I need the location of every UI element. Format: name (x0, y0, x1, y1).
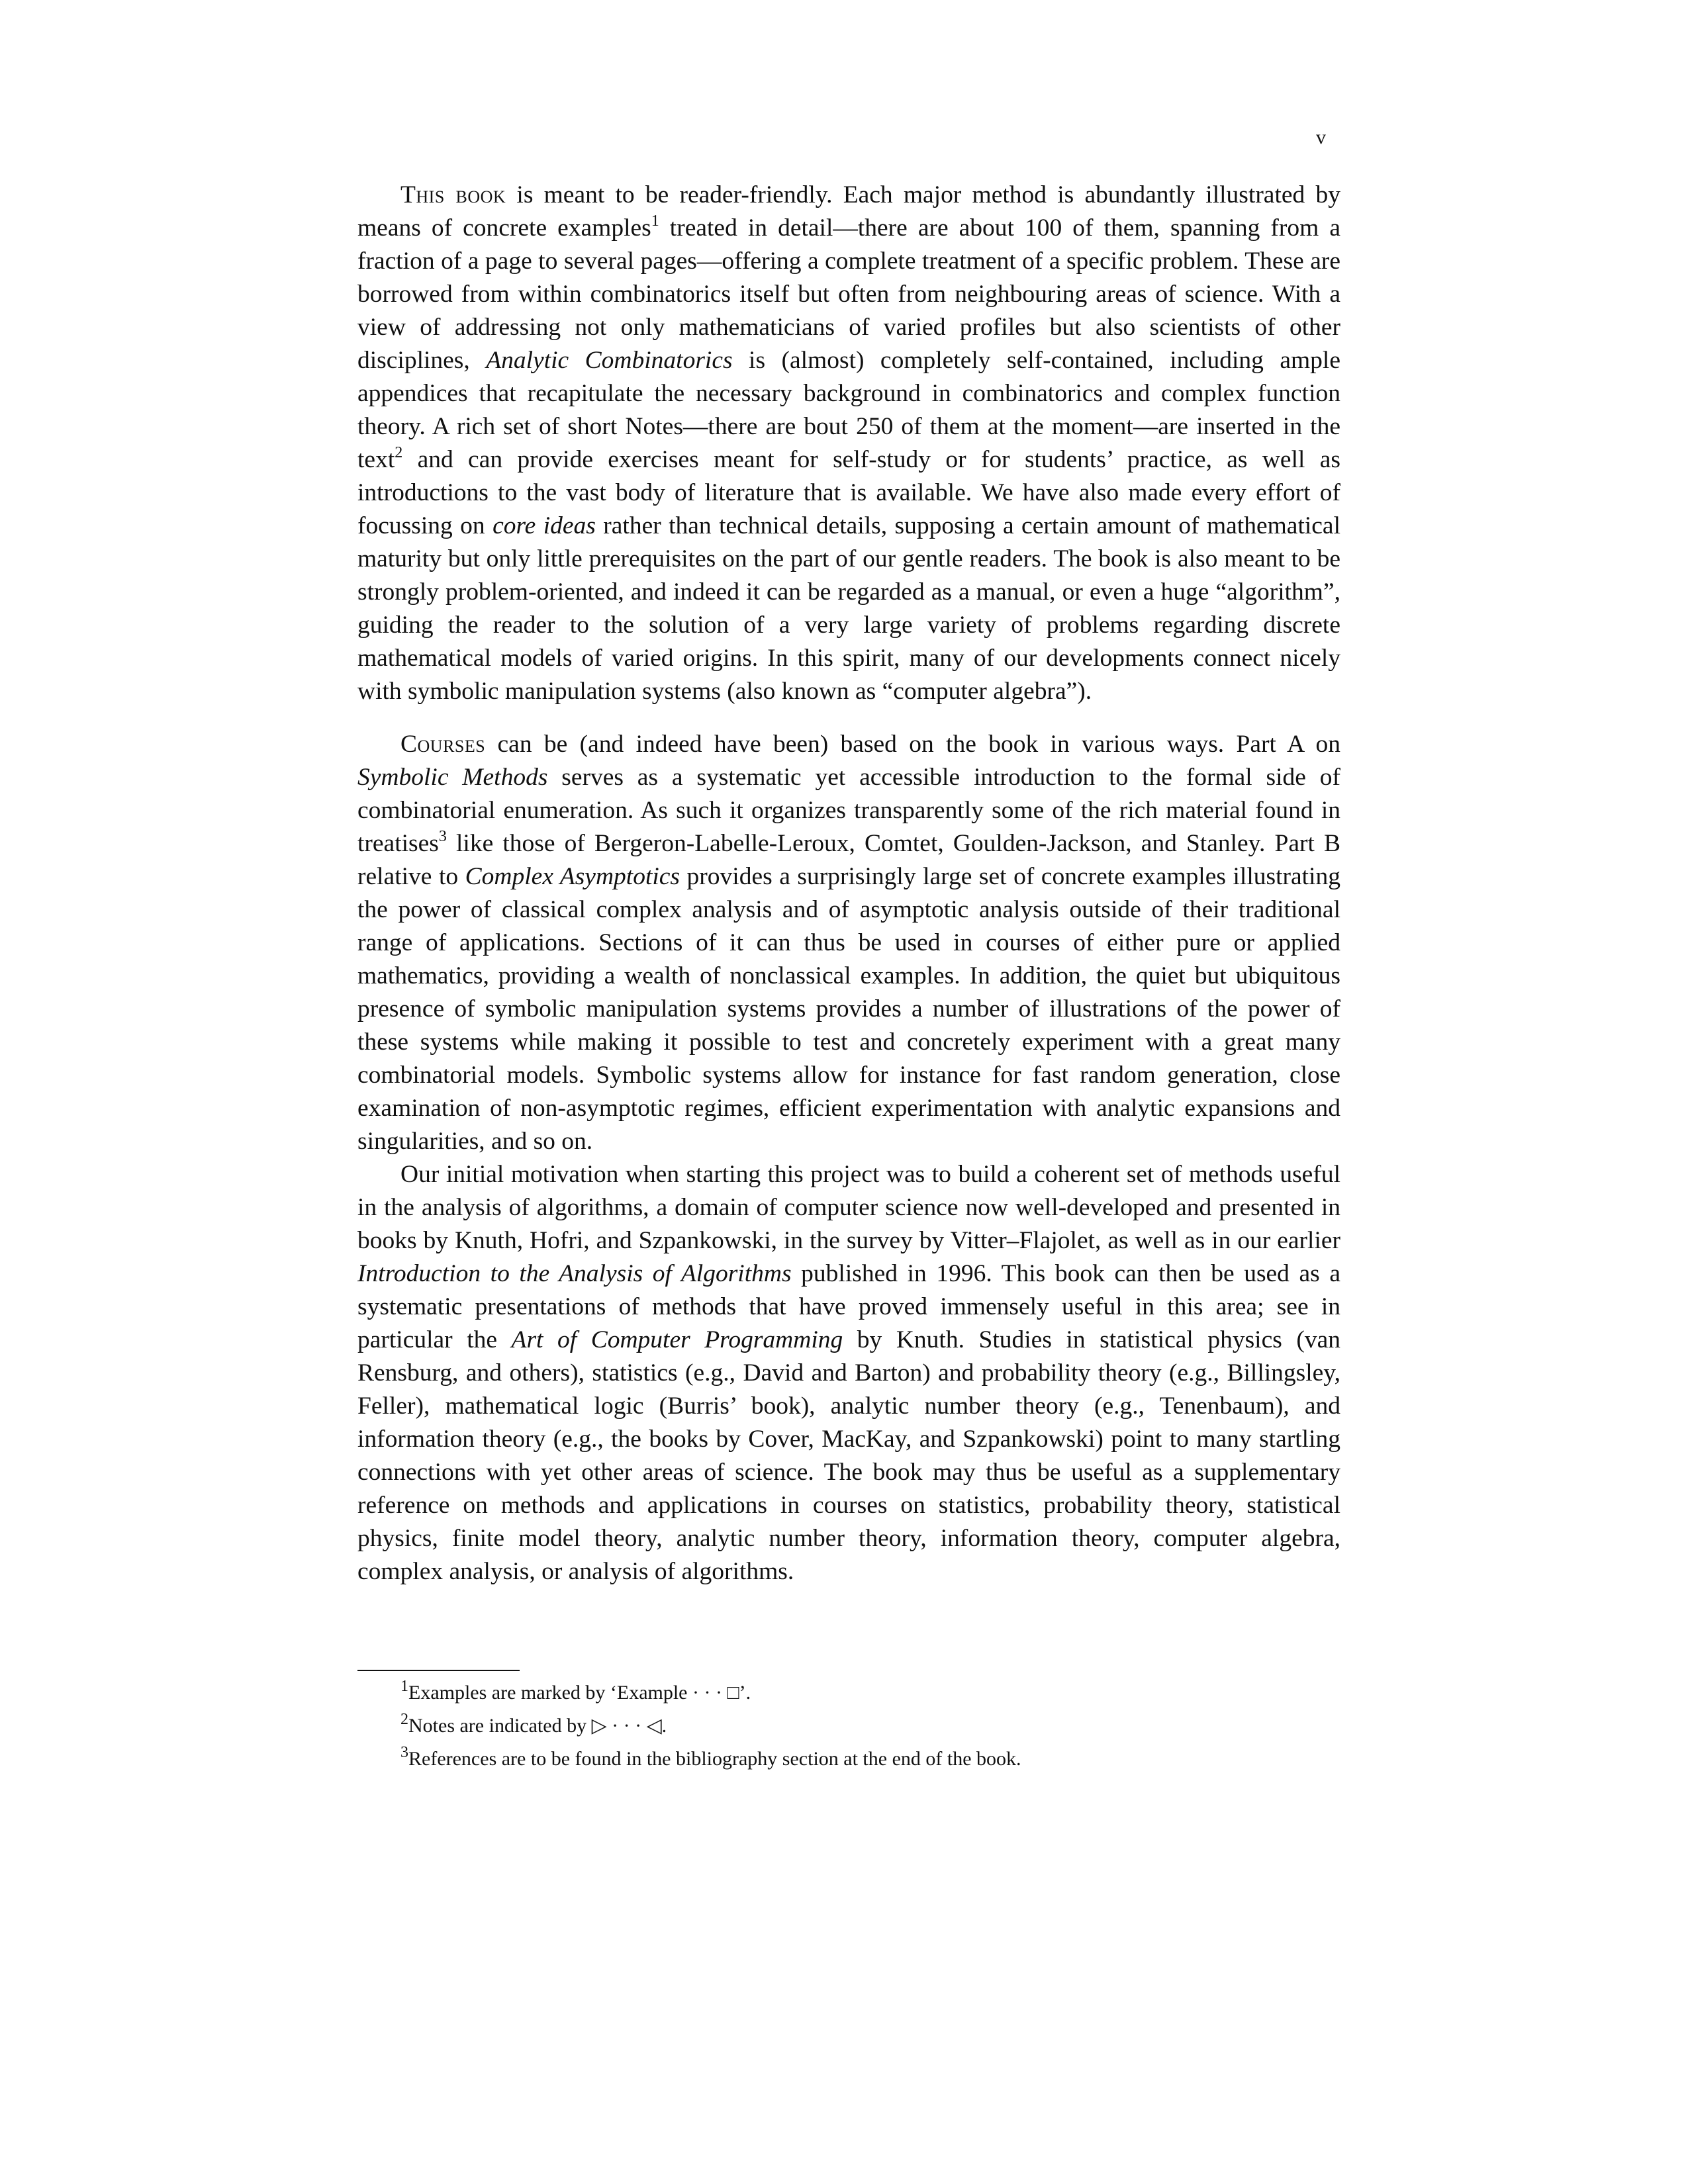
footnotes (357, 1676, 1340, 1776)
footnote-mark: 2 (400, 1711, 408, 1728)
paragraph-courses (357, 728, 1340, 1158)
text-run: is meant to be reader-friendly. Each major method is abundantly illustrated by means of concrete examples (357, 181, 1340, 242)
footnote-ref-3[interactable]: 3 (438, 828, 447, 845)
part-title-emphasis: Complex Asymptotics (465, 863, 680, 890)
footnote-text: References are to be found in the bibliography section at the end of the book. (408, 1748, 1021, 1770)
footnote-mark: 3 (400, 1744, 408, 1761)
text-run: published in 1996. This book can then be used as a systematic presentations of methods that have proved immensely useful in this area; see in particular the (357, 1260, 1340, 1353)
part-title-emphasis: Symbolic Methods (357, 764, 548, 791)
emphasis: core ideas (492, 512, 596, 539)
small-caps-lead: This book (400, 181, 506, 208)
book-title-emphasis: Art of Computer Programming (511, 1326, 843, 1353)
text-run: serves as a systematic yet accessible introduction to the formal side of combinatorial enumeration. As such it organizes transparently some of the rich material found in treatises (357, 764, 1340, 857)
footnote-ref-2[interactable]: 2 (395, 444, 403, 461)
footnote-ref-1[interactable]: 1 (651, 212, 659, 230)
text-run: provides a surprisingly large set of concrete examples illustrating the power of classical complex analysis and of asymptotic analysis outside of their traditional range of applications. Sections of it can thus be used in courses of either pure or applied mathematics, providing a wealth of nonclassical examples. In addition, the quiet but ubiquitous presence of symbolic manipulation systems provides a number of illustrations of the power of these systems while making it possible to test and concretely experiment with a great many combinatorial models. Symbolic systems allow for instance for fast random generation, close examination of non-asymptotic regimes, efficient experimentation with analytic expansions and singularities, and so on. (357, 863, 1340, 1155)
footnote-text: Notes are indicated by ▷ · · · ◁. (408, 1715, 667, 1737)
footnote-mark: 1 (400, 1678, 408, 1695)
text-run: treated in detail—there are about 100 of them, spanning from a fraction of a page to several pages—offering a complete treatment of a specific problem. These are borrowed from within combinatorics itself but often from neighbouring areas of science. With a view of addressing not only mathematicians of varied profiles but also scientists of other disciplines, (357, 214, 1341, 374)
footnote-3 (357, 1743, 1340, 1776)
paragraph-reader-friendly (357, 179, 1340, 708)
text-run: and can provide exercises meant for self-study or for students’ practice, as well as introductions to the vast body of literature that is available. We have also made every effort of focussing on (357, 446, 1340, 539)
text-run: can be (and indeed have been) based on the book in various ways. Part A on (485, 731, 1340, 758)
text-run: Our initial motivation when starting this project was to build a coherent set of methods useful in the analysis of algorithms, a domain of computer science now well-developed and presented in books by Knuth, Hofri, and Szpankowski, in the survey by Vitter–Flajolet, as well as in our earlier (357, 1161, 1340, 1254)
text-run: by Knuth. Studies in statistical physics (van Rensburg, and others), statistics (e.g., David and Barton) and probability theory (e.g., Billingsley, Feller), mathematical logic (Burris’ book), analytic number theory (e.g., Tenenbaum), and information theory (e.g., the books by Cover, MacKay, and Szpankowski) point to many startling connections with yet other areas of science. The book may thus be useful as a supplementary reference on methods and applications in courses on statistics, probability theory, statistical physics, finite model theory, analytic number theory, information theory, computer algebra, complex analysis, or analysis of algorithms. (357, 1326, 1340, 1585)
text-run: like those of Bergeron-Labelle-Leroux, Comtet, Goulden-Jackson, and Stanley. Part B relative to (357, 830, 1340, 890)
footnote-divider (357, 1670, 520, 1671)
text-run: rather than technical details, supposing a certain amount of mathematical maturity but only little prerequisites on the part of our gentle readers. The book is also meant to be strongly problem-oriented, and indeed it can be regarded as a manual, or even a huge “algorithm”, guiding the reader to the solution of a very large variety of problems regarding discrete mathematical models of varied origins. In this spirit, many of our developments connect nicely with symbolic manipulation systems (also known as “computer algebra”). (357, 512, 1340, 705)
footnote-1 (357, 1676, 1340, 1709)
text-run: is (almost) completely self-contained, including ample appendices that recapitulate the necessary background in combinatorics and complex function theory. A rich set of short Notes—there are bout 250 of them at the moment—are inserted in the text (357, 347, 1340, 473)
footnote-text: Examples are marked by ‘Example · · · □’. (408, 1682, 751, 1704)
small-caps-lead: Courses (400, 731, 486, 758)
paragraph-motivation (357, 1158, 1340, 1588)
footnote-2 (357, 1709, 1340, 1743)
page-number: v (1316, 126, 1326, 148)
book-title-emphasis: Analytic Combinatorics (486, 347, 733, 374)
book-title-emphasis: Introduction to the Analysis of Algorithms (357, 1260, 792, 1287)
body-text (357, 179, 1340, 1588)
